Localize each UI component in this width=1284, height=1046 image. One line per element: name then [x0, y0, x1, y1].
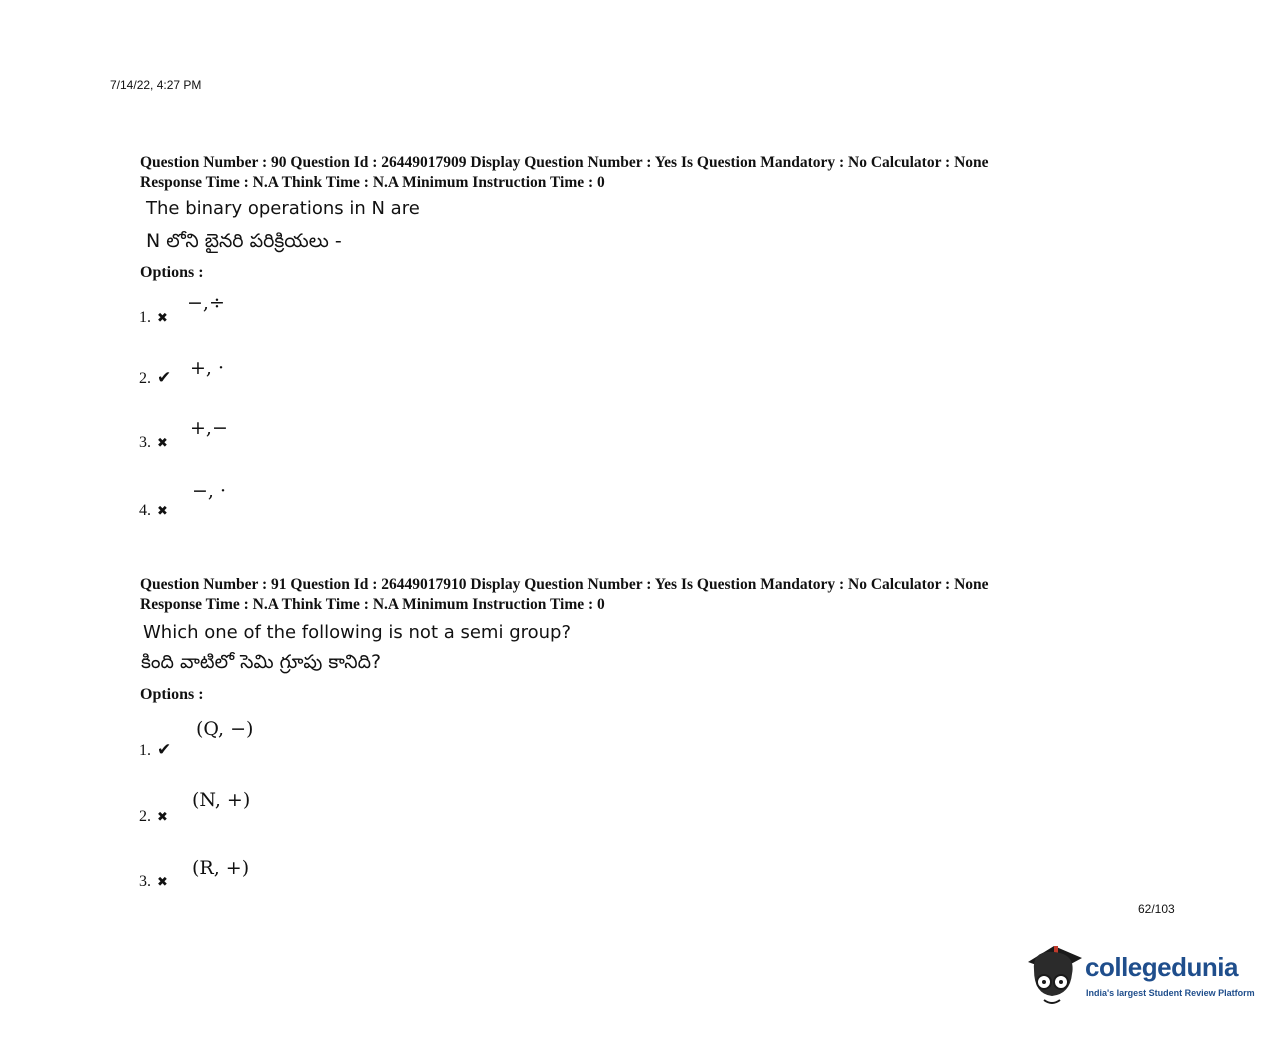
question-text-telugu: N లోని బైనరి పరిక్రియలు -	[146, 230, 342, 252]
question-meta-line1: Question Number : 91 Question Id : 26449017910 Display Question Number : Yes Is Question Mandatory : No Calculator : None	[140, 576, 989, 593]
logo-wordmark: collegedunia	[1085, 952, 1238, 982]
option-number: 1.	[139, 742, 151, 759]
option-2	[139, 808, 168, 826]
options-label: Options :	[140, 686, 204, 703]
option-value: +,−	[190, 417, 228, 439]
option-number: 4.	[139, 502, 151, 519]
option-value: (Q, −)	[196, 718, 254, 740]
option-2	[139, 368, 171, 388]
question-meta-line1: Question Number : 90 Question Id : 26449017909 Display Question Number : Yes Is Question Mandatory : No Calculator : None	[140, 154, 989, 171]
options-label: Options :	[140, 264, 204, 281]
option-3	[139, 434, 168, 452]
logo-tagline: India's largest Student Review Platform	[1086, 988, 1255, 998]
print-timestamp: 7/14/22, 4:27 PM	[110, 78, 202, 92]
cross-icon: ✖	[157, 810, 168, 825]
check-icon: ✔	[157, 368, 172, 388]
option-number: 2.	[139, 808, 151, 825]
option-value: −, ·	[192, 480, 227, 502]
option-value: (R, +)	[192, 857, 250, 879]
option-number: 3.	[139, 873, 151, 890]
question-text-english: Which one of the following is not a semi group?	[143, 622, 572, 643]
question-meta-line2: Response Time : N.A Think Time : N.A Minimum Instruction Time : 0	[140, 174, 605, 191]
option-value: −,÷	[187, 292, 225, 314]
option-4	[139, 502, 168, 520]
cross-icon: ✖	[157, 311, 168, 326]
option-number: 2.	[139, 370, 151, 387]
cross-icon: ✖	[157, 436, 168, 451]
question-text-telugu: కింది వాటిలో సెమి గ్రూపు కానిది?	[141, 651, 382, 673]
cross-icon: ✖	[157, 504, 168, 519]
question-text-english: The binary operations in N are	[146, 198, 420, 219]
option-1	[139, 309, 168, 327]
option-value: (N, +)	[192, 789, 251, 811]
option-number: 1.	[139, 309, 151, 326]
option-value: +, ·	[190, 357, 225, 379]
option-3	[139, 873, 168, 891]
cross-icon: ✖	[157, 875, 168, 890]
page-number: 62/103	[1138, 902, 1175, 916]
option-number: 3.	[139, 434, 151, 451]
check-icon: ✔	[157, 740, 172, 760]
option-1	[139, 740, 171, 760]
question-meta-line2: Response Time : N.A Think Time : N.A Minimum Instruction Time : 0	[140, 596, 605, 613]
